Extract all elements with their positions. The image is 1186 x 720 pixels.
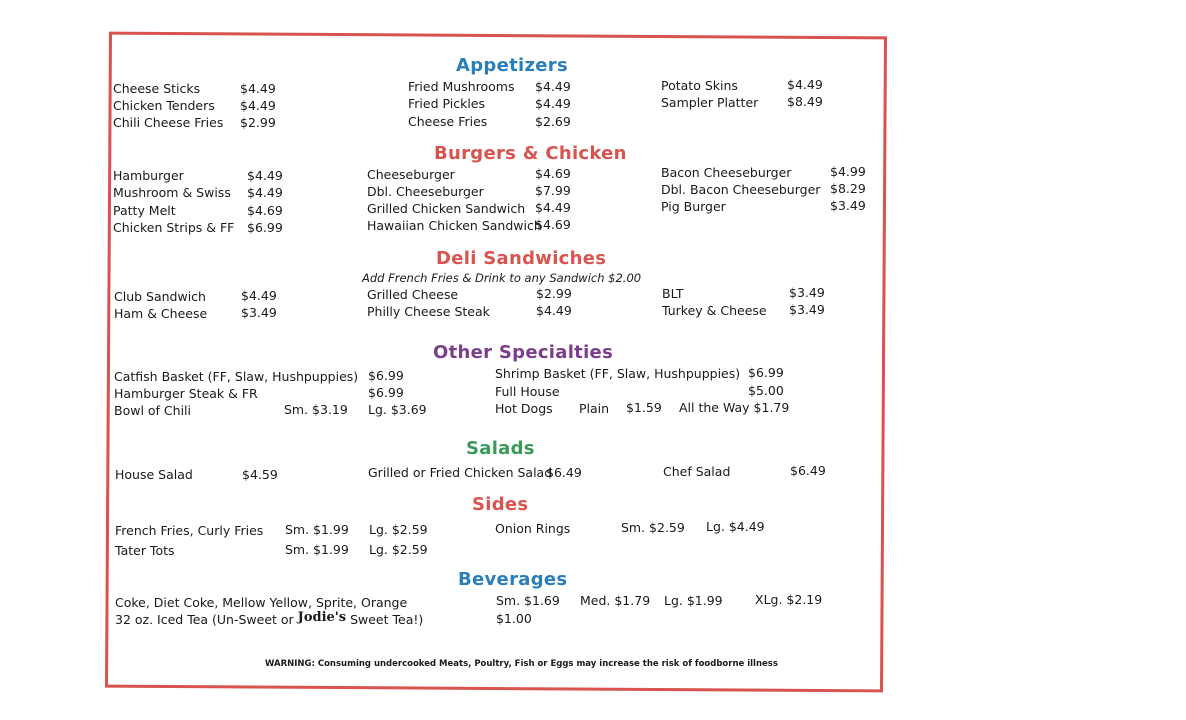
menu-item-name: Potato Skins xyxy=(661,78,738,93)
menu-item-name: Grilled Chicken Sandwich xyxy=(367,201,526,216)
menu-item-name: Sampler Platter xyxy=(661,95,759,110)
menu-item-price: Sm. $2.59 xyxy=(621,520,685,535)
menu-item-name: Grilled Cheese xyxy=(367,287,459,302)
menu-item-price: $6.49 xyxy=(546,465,582,480)
menu-item-name: Turkey & Cheese xyxy=(662,303,767,318)
menu-item-price: All the Way $1.79 xyxy=(679,400,790,415)
menu-item-price: $4.49 xyxy=(240,98,276,113)
menu-item-price: Lg. $2.59 xyxy=(369,542,428,557)
sides-heading: Sides xyxy=(472,494,529,515)
menu-item-price: Lg. $3.69 xyxy=(368,402,427,417)
menu-item-name: Cheeseburger xyxy=(367,167,455,182)
menu-item-name: Onion Rings xyxy=(495,521,571,536)
menu-item-price: $4.49 xyxy=(535,96,571,111)
menu-item-price: $4.49 xyxy=(247,168,283,183)
menu-item-price: $3.49 xyxy=(789,302,825,317)
menu-item-name: Full House xyxy=(495,384,560,399)
menu-item-price: $4.49 xyxy=(247,185,283,200)
menu-item-price: Lg. $2.59 xyxy=(369,522,428,537)
menu-item-price: Lg. $4.49 xyxy=(706,519,765,534)
deli-heading: Deli Sandwiches xyxy=(436,248,607,269)
menu-item-price: $4.49 xyxy=(536,303,572,318)
menu-item-price: $4.69 xyxy=(535,166,571,181)
menu-item-price: $7.99 xyxy=(535,183,571,198)
menu-item-name: Patty Melt xyxy=(113,203,176,218)
menu-item-price: $2.99 xyxy=(536,286,572,301)
menu-item-price: XLg. $2.19 xyxy=(755,592,823,607)
menu-item-name: Philly Cheese Steak xyxy=(367,304,490,319)
menu-item-price: $2.99 xyxy=(240,115,276,130)
menu-item-name: Chef Salad xyxy=(663,464,731,479)
menu-item-price: $1.59 xyxy=(626,400,662,415)
menu-item-price: $6.99 xyxy=(368,385,404,400)
menu-item-price: Sm. $1.99 xyxy=(285,542,349,557)
menu-item-label: Plain xyxy=(579,401,610,416)
menu-item-price: $6.99 xyxy=(368,368,404,383)
menu-item-price: $4.59 xyxy=(242,467,278,482)
menu-item-price: Lg. $1.99 xyxy=(664,593,723,608)
menu-item-name: Hawaiian Chicken Sandwich xyxy=(367,218,542,233)
menu-item-price: $1.00 xyxy=(496,611,532,626)
menu-item-price: $4.49 xyxy=(241,288,277,303)
tea-description-end: Sweet Tea!) xyxy=(350,612,424,627)
menu-item-price: $4.49 xyxy=(240,81,276,96)
menu-item-price: Sm. $1.99 xyxy=(285,522,349,537)
menu-item-name: Bacon Cheeseburger xyxy=(661,165,792,180)
tea-line xyxy=(115,610,424,627)
beverage-list: Coke, Diet Coke, Mellow Yellow, Sprite, Orange xyxy=(115,595,408,610)
menu-item-price: $2.69 xyxy=(535,114,571,129)
menu-item-name: Cheese Sticks xyxy=(113,81,201,96)
menu-item-name: French Fries, Curly Fries xyxy=(115,523,264,538)
menu-item-price: Med. $1.79 xyxy=(580,593,651,608)
menu-item-name: Chicken Strips & FF xyxy=(113,220,235,235)
menu-item-name: Hamburger Steak & FR xyxy=(114,386,258,401)
menu-item-price: $4.69 xyxy=(535,217,571,232)
menu-item-name: Dbl. Cheeseburger xyxy=(367,184,484,199)
menu-item-price: $3.49 xyxy=(789,285,825,300)
menu-item-price: $5.00 xyxy=(748,383,784,398)
menu-item-price: $4.49 xyxy=(787,77,823,92)
appetizers-heading: Appetizers xyxy=(456,55,568,76)
menu-item-price: $6.99 xyxy=(748,365,784,380)
jodies-brand: Jodie's xyxy=(297,610,347,625)
menu-item-price: $3.49 xyxy=(830,198,866,213)
menu-item-name: Tater Tots xyxy=(115,543,175,558)
menu-item-name: Chicken Tenders xyxy=(113,98,215,113)
menu-item-name: Chili Cheese Fries xyxy=(113,115,224,130)
menu-item-name: Pig Burger xyxy=(661,199,726,214)
menu-item-price: $6.49 xyxy=(790,463,826,478)
menu-item-name: Grilled or Fried Chicken Salad xyxy=(368,465,553,480)
menu-item-name: Dbl. Bacon Cheeseburger xyxy=(661,182,821,197)
menu-item-name: Fried Mushrooms xyxy=(408,79,515,94)
menu-item-name: Hamburger xyxy=(113,168,184,183)
menu-item-price: $8.29 xyxy=(830,181,866,196)
menu-item-price: $8.49 xyxy=(787,94,823,109)
menu-item-name: Club Sandwich xyxy=(114,289,206,304)
menu-item-price: $4.99 xyxy=(830,164,866,179)
deli-note: Add French Fries & Drink to any Sandwich $2.00 xyxy=(362,271,642,285)
menu-item-name: Mushroom & Swiss xyxy=(113,185,231,200)
menu-item-price: $4.49 xyxy=(535,79,571,94)
menu-item-name: Ham & Cheese xyxy=(114,306,208,321)
menu-item-price: Sm. $3.19 xyxy=(284,402,348,417)
menu-item-price: $6.99 xyxy=(247,220,283,235)
menu-item-name: Bowl of Chili xyxy=(114,403,191,418)
menu-item-name: Cheese Fries xyxy=(408,114,488,129)
specialties-heading: Other Specialties xyxy=(433,342,614,363)
beverages-heading: Beverages xyxy=(458,569,568,590)
tea-description: 32 oz. Iced Tea (Un-Sweet or xyxy=(115,612,294,627)
menu-item-name: BLT xyxy=(662,286,684,301)
menu-item-name: House Salad xyxy=(115,467,193,482)
menu-item-price: Sm. $1.69 xyxy=(496,593,560,608)
burgers-heading: Burgers & Chicken xyxy=(434,143,627,164)
menu-item-name: Shrimp Basket (FF, Slaw, Hushpuppies) xyxy=(495,366,741,381)
menu-item-name: Hot Dogs xyxy=(495,401,553,416)
menu-item-price: $3.49 xyxy=(241,305,277,320)
menu-item-name: Catfish Basket (FF, Slaw, Hushpuppies) xyxy=(114,369,359,384)
foodborne-warning: WARNING: Consuming undercooked Meats, Poultry, Fish or Eggs may increase the risk of foodborne illness xyxy=(265,659,778,669)
menu-item-price: $4.69 xyxy=(247,203,283,218)
menu-item-name: Fried Pickles xyxy=(408,96,486,111)
menu-item-price: $4.49 xyxy=(535,200,571,215)
salads-heading: Salads xyxy=(466,438,535,459)
